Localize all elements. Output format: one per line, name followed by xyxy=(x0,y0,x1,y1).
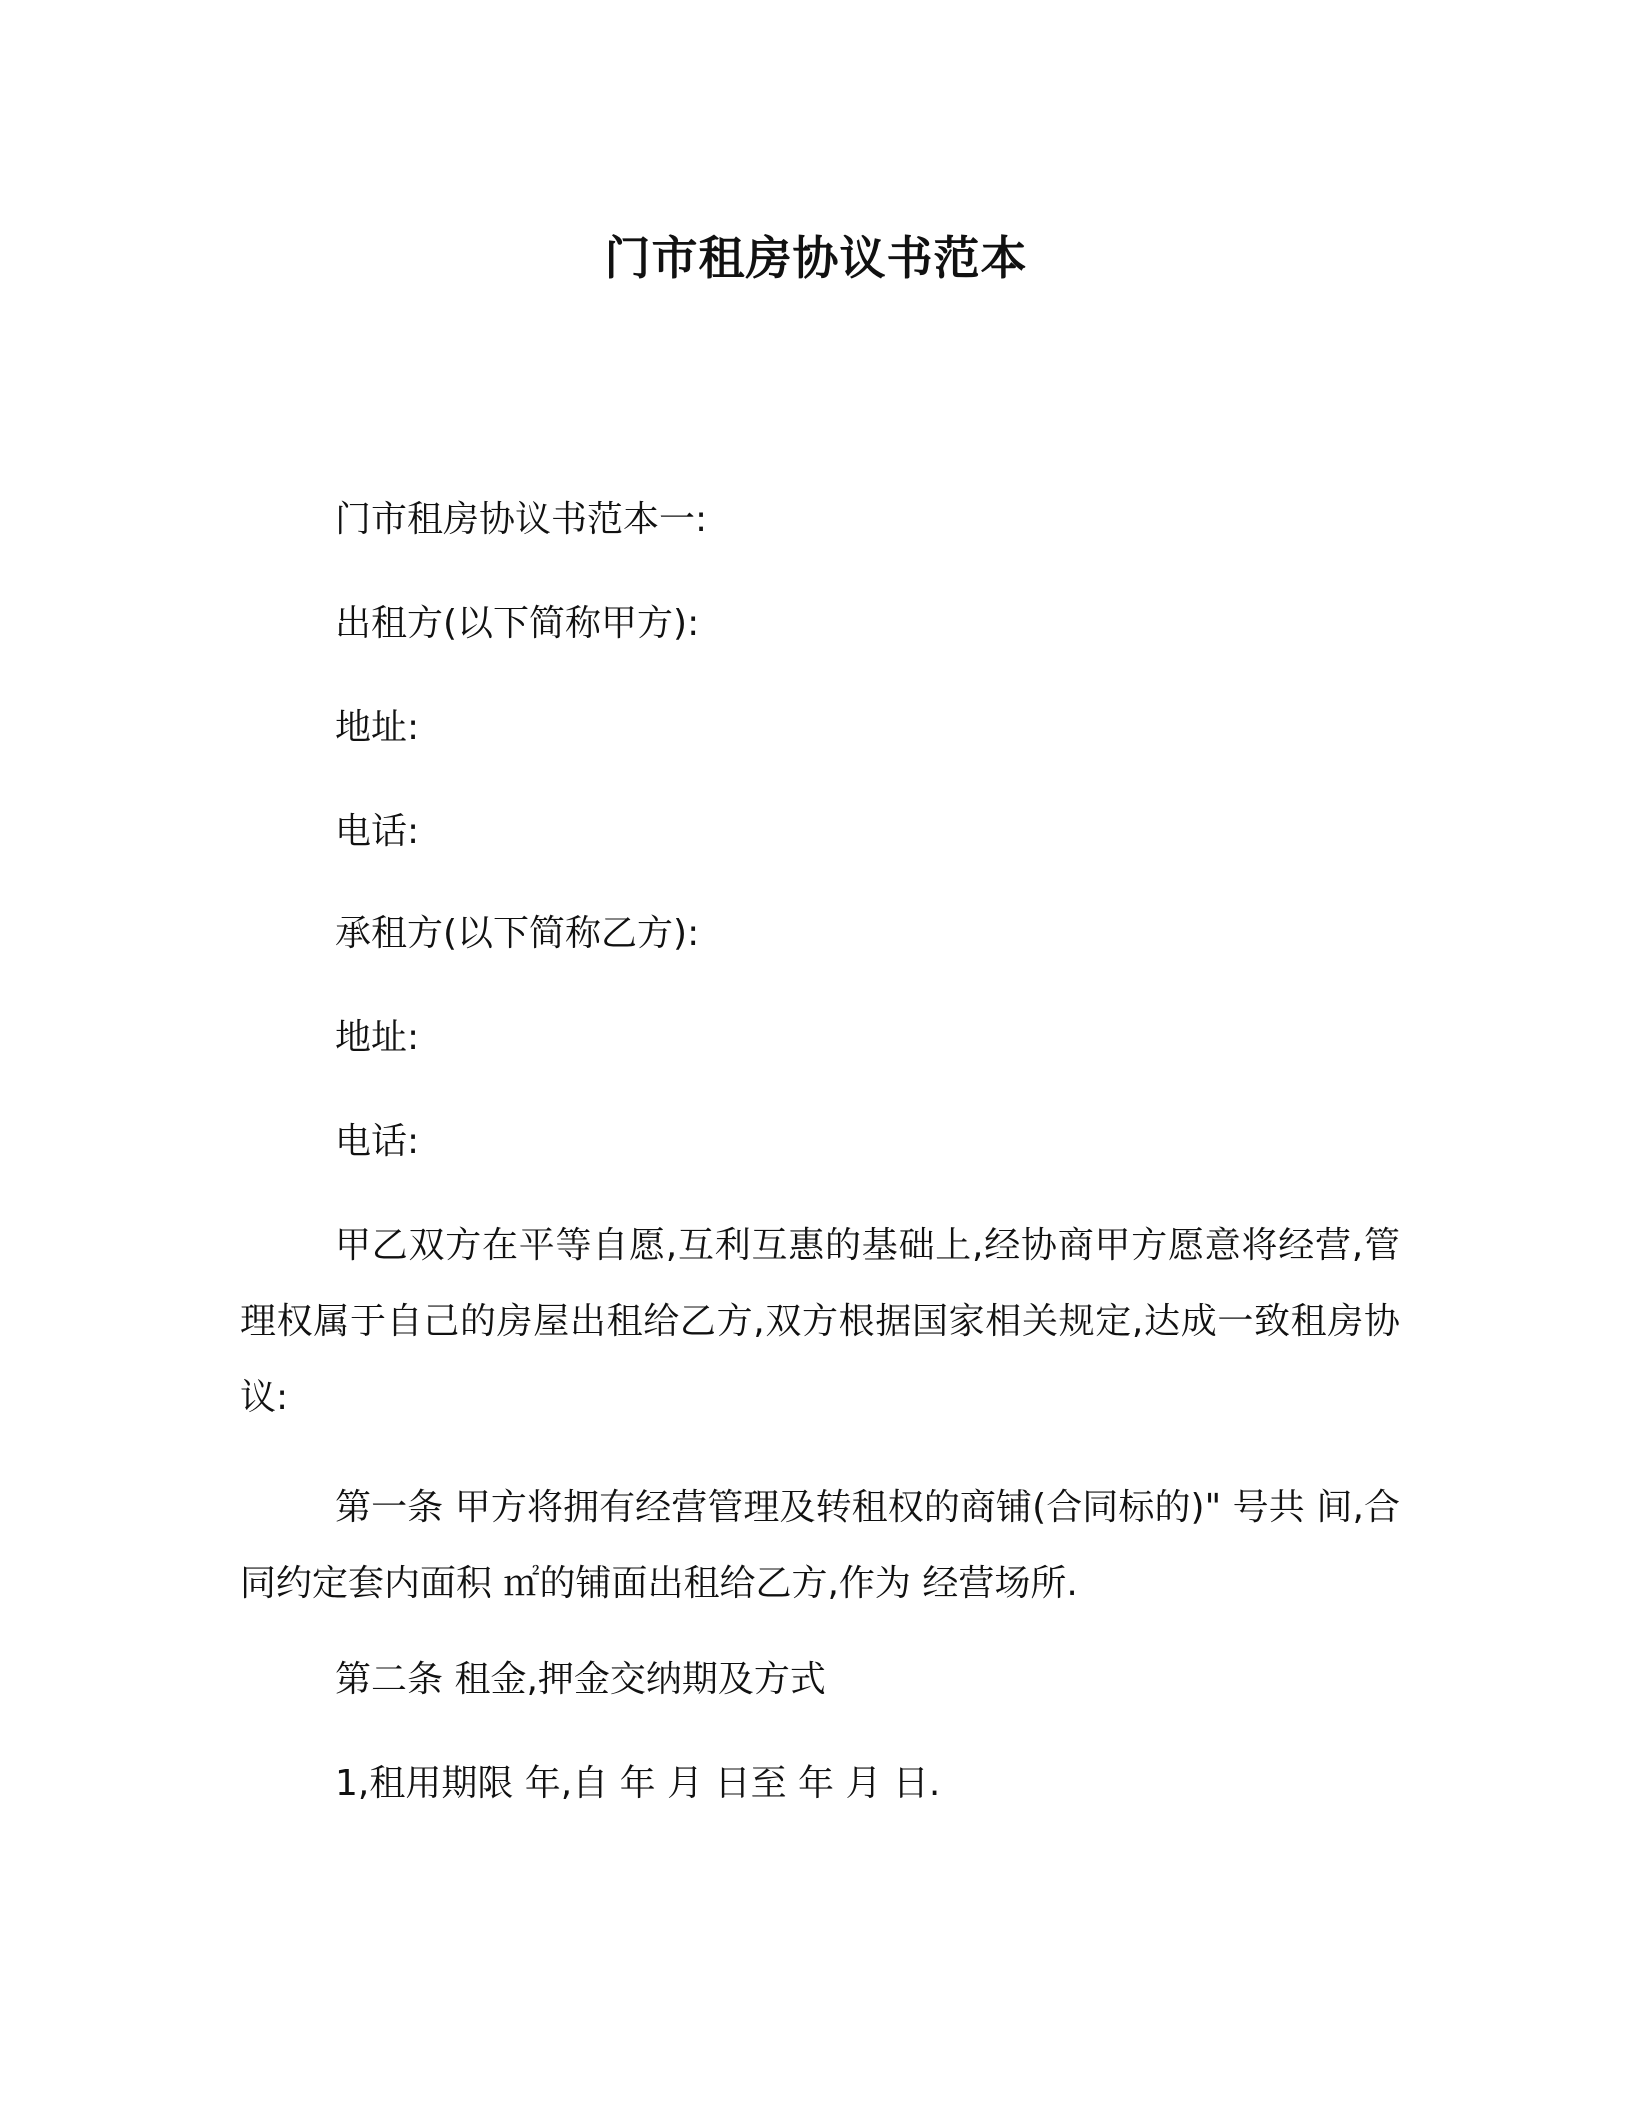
lessor-address-label: 地址: xyxy=(335,707,420,748)
document-title: 门市租房协议书范本 xyxy=(604,231,1028,285)
lessee-phone-label: 电话: xyxy=(335,1121,420,1162)
lessee-label: 承租方(以下简称乙方): xyxy=(335,913,700,954)
article-2-item-1: 1,租用期限 年,自 年 月 日至 年 月 日. xyxy=(335,1763,941,1804)
template-heading: 门市租房协议书范本一: xyxy=(335,499,708,540)
lessor-label: 出租方(以下简称甲方): xyxy=(335,603,700,644)
preamble-paragraph: 甲乙双方在平等自愿,互利互惠的基础上,经协商甲方愿意将经营,管理权属于自己的房屋出租给乙方,双方根据国家相关规定,达成一致租房协议: xyxy=(240,1225,1400,1418)
lessor-phone-label: 电话: xyxy=(335,811,420,852)
lessee-address-label: 地址: xyxy=(335,1017,420,1058)
article-1-paragraph: 第一条 甲方将拥有经营管理及转租权的商铺(合同标的)" 号共 间,合同约定套内面积 ㎡的铺面出租给乙方,作为 经营场所. xyxy=(240,1487,1400,1604)
article-2-heading: 第二条 租金,押金交纳期及方式 xyxy=(335,1659,826,1700)
